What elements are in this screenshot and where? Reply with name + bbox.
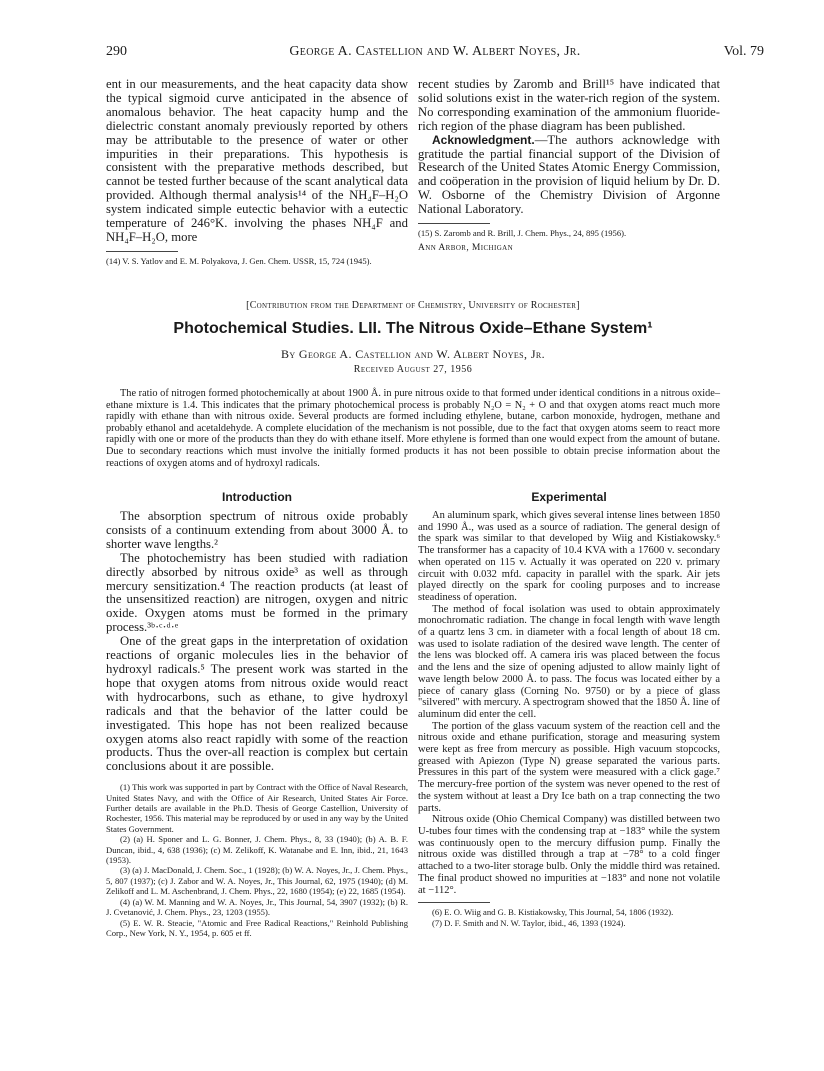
experimental-paragraph: An aluminum spark, which gives several intense lines between 1850 and 1990 Å., was used as a source of radiation. The general design of the spark was similar to that developed by Wiig and Kistiakowsky.⁶ The transformer has a capacity of 10.4 KVA with a 17600 v. secondary when operated on 115 v. Actually it was operated on 220 v. primary circuit with 0.032 mfd. capacity in parallel with the spark. Air jets played directly on the spark for cooling purposes and to increase steadiness of operation.	[418, 510, 720, 603]
experimental-paragraph: The method of focal isolation was used to obtain approximately monochromatic radiation. The change in focal length with wave length of a quartz lens 3 cm. in diameter with a focal length of about 18 cm. was used to isolate radiation of the desired wave length. The center of the lens was blocked off. A camera iris was placed between the focus and the lens and the size of opening adjusted to allow mainly light of wave length below 2000 Å. to pass. The focus was located either by a piece of canary glass (Corning No. 9750) or by a piece of glass "silvered" with mercury. A spectrogram showed that the 1850 Å. line of aluminum did enter the cell.	[418, 603, 720, 720]
footnote-7: (7) D. F. Smith and N. W. Taylor, ibid., 46, 1393 (1924).	[432, 917, 626, 928]
footnote-15: (15) S. Zaromb and R. Brill, J. Chem. Phys., 24, 895 (1956).	[418, 228, 627, 239]
footnote-4: (4) (a) W. M. Manning and W. A. Noyes, Jr., This Journal, 54, 3907 (1932); (b) R. J. Cvetanović, J. Chem. Phys., 23, 1203 (1955).	[106, 896, 408, 918]
introduction-column	[106, 490, 408, 938]
volume-number: Vol. 79	[723, 44, 764, 59]
footnote-2: (2) (a) H. Sponer and L. G. Bonner, J. Chem. Phys., 8, 33 (1940); (b) A. B. F. Duncan, ibid., 4, 638 (1936); (c) M. Zelikoff, K. Watanabe and E. Inn, ibid., 21, 1643 (1953).	[106, 834, 408, 866]
experimental-paragraph: Nitrous oxide (Ohio Chemical Company) was distilled between two U-tubes four times with the condensing trap at −183° while the system was continuously open to the mercury diffusion pump. Finally the nitrous oxide was distilled through a trap at −78° to a cold finger attached to a two-liter storage bulb. Only the middle third was retained. The final product showed no impurities at −183° and none not volatile at −112°.	[418, 814, 720, 896]
footnote-divider	[418, 902, 490, 903]
acknowledgment	[418, 134, 720, 217]
experimental-heading: Experimental	[531, 490, 607, 504]
running-authors: George A. Castellion and W. Albert Noyes, Jr.	[289, 44, 581, 59]
footnote-6: (6) E. O. Wiig and G. B. Kistiakowsky, This Journal, 54, 1806 (1932).	[432, 907, 674, 918]
received-date: Received August 27, 1956	[353, 364, 473, 375]
footnote-5: (5) E. W. R. Steacie, "Atomic and Free Radical Reactions," Reinhold Publishing Corp., New York, N. Y., 1954, p. 605 et ff.	[106, 917, 408, 938]
article-byline: By George A. Castellion and W. Albert Noyes, Jr.	[280, 347, 546, 361]
footnote-14: (14) V. S. Yatlov and E. M. Polyakova, J. Gen. Chem. USSR, 15, 724 (1945).	[106, 255, 372, 266]
intro-paragraph: One of the great gaps in the interpretation of oxidation reactions of organic molecules lies in the behavior of hydroxyl radicals.⁵ The present work was started in the hope that oxygen atoms from nitrous oxide would react with hydrocarbons, such as ethane, to give hydroxyl radicals and that the behavior of the latter could be investigated. This hope has not been realized because oxygen atoms also react rapidly with some of the reaction products. Thus the over-all reaction is complex but certain conclusions about it are possible.	[106, 634, 408, 774]
footnote-divider	[106, 251, 178, 252]
previous-article-right-column	[418, 78, 720, 253]
experimental-column	[418, 490, 720, 928]
acknowledgment-heading: Acknowledgment.	[432, 132, 535, 147]
intro-paragraph: The absorption spectrum of nitrous oxide probably consists of a continuum extending from about 3000 Å. to shorter wave lengths.²	[106, 509, 408, 551]
footnote-3: (3) (a) J. MacDonald, J. Chem. Soc., 1 (1928); (b) W. A. Noyes, Jr., J. Chem. Phys., 5, 807 (1937); (c) J. Zabor and W. A. Noyes, Jr., This Journal, 62, 1975 (1940); (d) M. Zelikoff and L. M. Aschenbrand, J. Chem. Phys., 22, 1680 (1954); (e) 22, 1685 (1954).	[106, 865, 408, 897]
abstract: The ratio of nitrogen formed photochemically at about 1900 Å. in pure nitrous oxide to that formed under identical conditions in a nitrous oxide–ethane mixture is 1.4. This indicates that the primary photochemical process is probably N₂O = N₂ + O and that oxygen atoms react much more rapidly with ethane than with nitrous oxide. Several products are formed including ethylene, butane, carbon monoxide, hydrogen, methane and probably ethanol and acetaldehyde. A complete elucidation of the mechanism is not possible, due to the fact that oxygen atoms seem to react more rapidly with one or more of the products than they do with ethane itself. More ethylene is formed than one would expect from the amount of butane. Due to secondary reactions which must involve the initially formed products it has not been possible to obtain precise information about the reactions of oxygen atoms and of hydroxyl radicals.	[106, 388, 720, 469]
page-number: 290	[106, 44, 127, 59]
continued-paragraph: ent in our measurements, and the heat capacity data show the typical sigmoid curve anticipated in the absence of anomalous behavior. The heat capacity hump and the dielectric constant anomaly previously reported by others may be attributable to the presence of water or other impurities in their preparations. This hypothesis is consistent with the preparative methods described, but cannot be tested further because of the scant analytical data provided. Although thermal analysis¹⁴ of the NH₄F–H₂O system indicated simple eutectic behavior with a eutectic temperature of 246°K. involving the phases NH₄F and NH₄F–H₂O, more	[106, 77, 408, 244]
contribution-line: [Contribution from the Department of Chemistry, University of Rochester]	[246, 300, 580, 311]
continued-paragraph-right: recent studies by Zaromb and Brill¹⁵ have indicated that solid solutions exist in the water-rich region of the system. No corresponding examination of the ammonium fluoride-rich region of the phase diagram has been published.	[418, 77, 720, 133]
running-header	[106, 44, 764, 64]
previous-article-left-column	[106, 78, 408, 266]
experimental-paragraph: The portion of the glass vacuum system of the reaction cell and the nitrous oxide and ethane purification, storage and measuring system were kept as free from mercury as possible. High vacuum stopcocks, greased with Apiezon (Type N) grease separated the various parts. Pressures in this part of the system were measured with a click gage.⁷ The mercury-free portion of the system was never opened to the rest of the system without at least a Dry Ice bath on a trap connecting the two parts.	[418, 720, 720, 814]
intro-paragraph: The photochemistry has been studied with radiation directly absorbed by nitrous oxide³ as well as through mercury sensitization.⁴ The reaction products (at least of the unsensitized reaction) are nitrogen, oxygen and nitric oxide. Oxygen atoms must be formed in the primary process.³ᵇ·ᶜ·ᵈ·ᵉ	[106, 550, 408, 635]
acknowledgment-text: —The authors acknowledge with gratitude the partial financial support of the Division of Research of the United States Atomic Energy Commission, and coöperation in the provision of liquid helium by Dr. D. W. Osborne of the Chemistry Division of Argonne National Laboratory.	[418, 132, 720, 217]
article-title: Photochemical Studies. LII. The Nitrous Oxide–Ethane System¹	[173, 320, 653, 337]
footnote-1: (1) This work was supported in part by Contract with the Office of Naval Research, United States Navy, and with the Office of Air Research, United States Air Force. Further details are available in the Ph.D. Thesis of George Castellion, University of Rochester, 1956. This material may be reproduced by or used in any way by the United States Government.	[106, 782, 408, 834]
footnote-divider	[418, 223, 490, 224]
introduction-heading: Introduction	[222, 490, 292, 504]
signature-location: Ann Arbor, Michigan	[418, 243, 514, 254]
